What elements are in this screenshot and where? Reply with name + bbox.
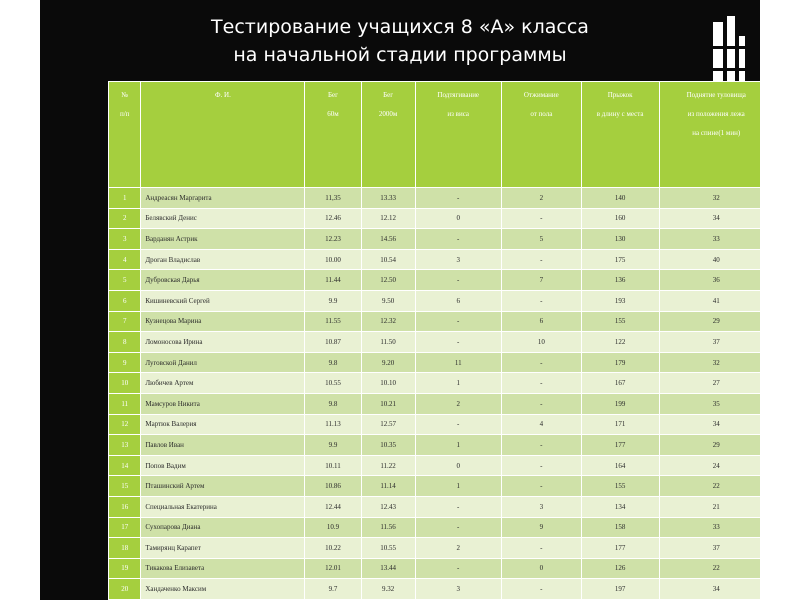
cell-situp: 24 (659, 455, 760, 476)
cell-pullup: 2 (415, 538, 501, 559)
cell-number: 14 (109, 455, 141, 476)
slide-title-line2: на начальной стадии программы (233, 44, 567, 66)
cell-jump: 193 (581, 290, 659, 311)
cell-run-60m: 10.22 (305, 538, 361, 559)
cell-run-2000m: 11.56 (361, 517, 415, 538)
cell-pullup: - (415, 517, 501, 538)
cell-pushup: 2 (501, 188, 581, 209)
cell-pullup: - (415, 558, 501, 579)
cell-run-60m: 9.8 (305, 352, 361, 373)
table-row (109, 455, 761, 476)
table-row (109, 270, 761, 291)
cell-number: 18 (109, 538, 141, 559)
table-row (109, 373, 761, 394)
cell-jump: 179 (581, 352, 659, 373)
cell-run-60m: 10.87 (305, 332, 361, 353)
cell-situp: 27 (659, 373, 760, 394)
cell-run-60m: 12.23 (305, 229, 361, 250)
cell-situp: 36 (659, 270, 760, 291)
header-number: № п/п (109, 82, 141, 188)
cell-pushup: 10 (501, 332, 581, 353)
table-row (109, 435, 761, 456)
table-row (109, 249, 761, 270)
cell-run-2000m: 9.32 (361, 579, 415, 600)
cell-number: 12 (109, 414, 141, 435)
cell-run-2000m: 10.55 (361, 538, 415, 559)
table-row (109, 414, 761, 435)
cell-pushup: - (501, 208, 581, 229)
cell-run-2000m: 9.50 (361, 290, 415, 311)
cell-run-60m: 10.55 (305, 373, 361, 394)
cell-run-60m: 11,35 (305, 188, 361, 209)
cell-pullup: 0 (415, 208, 501, 229)
cell-name: Ломоносова Ирина (141, 332, 305, 353)
cell-name: Дроган Владислав (141, 249, 305, 270)
cell-pushup: - (501, 249, 581, 270)
cell-pushup: - (501, 373, 581, 394)
cell-jump: 177 (581, 435, 659, 456)
slide-title-line1: Тестирование учащихся 8 «А» класса (211, 16, 589, 38)
table-row (109, 208, 761, 229)
cell-name: Кишиневский Сергей (141, 290, 305, 311)
cell-run-2000m: 10.10 (361, 373, 415, 394)
cell-run-2000m: 14.56 (361, 229, 415, 250)
cell-jump: 177 (581, 538, 659, 559)
cell-jump: 158 (581, 517, 659, 538)
table-row (109, 496, 761, 517)
cell-name: Тикакова Елизавета (141, 558, 305, 579)
cell-run-60m: 12.46 (305, 208, 361, 229)
cell-pushup: - (501, 579, 581, 600)
cell-number: 20 (109, 579, 141, 600)
cell-number: 3 (109, 229, 141, 250)
cell-pushup: - (501, 455, 581, 476)
cell-run-2000m: 12.57 (361, 414, 415, 435)
cell-number: 8 (109, 332, 141, 353)
cell-jump: 126 (581, 558, 659, 579)
cell-run-60m: 11.55 (305, 311, 361, 332)
cell-pushup: 6 (501, 311, 581, 332)
cell-number: 11 (109, 393, 141, 414)
cell-number: 1 (109, 188, 141, 209)
cell-name: Любичев Артем (141, 373, 305, 394)
cell-run-60m: 10.9 (305, 517, 361, 538)
table-header-row (109, 82, 761, 188)
cell-number: 17 (109, 517, 141, 538)
cell-run-60m: 10.11 (305, 455, 361, 476)
table-row (109, 517, 761, 538)
cell-jump: 175 (581, 249, 659, 270)
cell-jump: 160 (581, 208, 659, 229)
cell-number: 19 (109, 558, 141, 579)
cell-pushup: 5 (501, 229, 581, 250)
cell-run-60m: 12.01 (305, 558, 361, 579)
cell-run-2000m: 10.54 (361, 249, 415, 270)
cell-jump: 167 (581, 373, 659, 394)
cell-pullup: - (415, 496, 501, 517)
cell-situp: 37 (659, 538, 760, 559)
cell-situp: 29 (659, 311, 760, 332)
cell-run-60m: 9.7 (305, 579, 361, 600)
cell-run-60m: 11.44 (305, 270, 361, 291)
table-row (109, 352, 761, 373)
cell-jump: 122 (581, 332, 659, 353)
cell-pullup: 6 (415, 290, 501, 311)
header-jump: Прыжок в длину с места (581, 82, 659, 188)
cell-run-2000m: 12.32 (361, 311, 415, 332)
cell-jump: 140 (581, 188, 659, 209)
cell-pullup: - (415, 229, 501, 250)
table-row (109, 290, 761, 311)
cell-situp: 41 (659, 290, 760, 311)
cell-name: Сухопарова Диана (141, 517, 305, 538)
cell-run-2000m: 13.44 (361, 558, 415, 579)
cell-run-2000m: 11.50 (361, 332, 415, 353)
cell-pushup: - (501, 476, 581, 497)
cell-situp: 33 (659, 517, 760, 538)
header-run-60m: Бег 60м (305, 82, 361, 188)
cell-jump: 171 (581, 414, 659, 435)
cell-pullup: - (415, 332, 501, 353)
cell-number: 5 (109, 270, 141, 291)
cell-pullup: - (415, 188, 501, 209)
cell-number: 2 (109, 208, 141, 229)
cell-pullup: 0 (415, 455, 501, 476)
cell-pullup: 1 (415, 476, 501, 497)
cell-number: 7 (109, 311, 141, 332)
cell-situp: 29 (659, 435, 760, 456)
cell-situp: 22 (659, 558, 760, 579)
cell-name: Павлов Иван (141, 435, 305, 456)
cell-run-2000m: 10.35 (361, 435, 415, 456)
cell-jump: 164 (581, 455, 659, 476)
cell-jump: 197 (581, 579, 659, 600)
cell-situp: 32 (659, 352, 760, 373)
cell-jump: 134 (581, 496, 659, 517)
cell-pushup: 4 (501, 414, 581, 435)
cell-name: Специальная Екатерина (141, 496, 305, 517)
header-situp: Поднятие туловища из положения лежа на спине(1 мин) (659, 82, 760, 188)
cell-pushup: - (501, 435, 581, 456)
cell-pushup: - (501, 290, 581, 311)
cell-pullup: 1 (415, 373, 501, 394)
cell-pullup: 2 (415, 393, 501, 414)
cell-name: Мартюк Валерия (141, 414, 305, 435)
cell-jump: 199 (581, 393, 659, 414)
cell-pullup: 11 (415, 352, 501, 373)
cell-run-2000m: 9.20 (361, 352, 415, 373)
cell-name: Варданян Астрик (141, 229, 305, 250)
cell-pullup: 1 (415, 435, 501, 456)
header-run-2000m: Бег 2000м (361, 82, 415, 188)
cell-pushup: 7 (501, 270, 581, 291)
cell-number: 10 (109, 373, 141, 394)
cell-pullup: 3 (415, 249, 501, 270)
cell-pullup: - (415, 270, 501, 291)
cell-run-2000m: 11.14 (361, 476, 415, 497)
table-row (109, 538, 761, 559)
cell-name: Дубровская Дарья (141, 270, 305, 291)
cell-number: 6 (109, 290, 141, 311)
cell-situp: 37 (659, 332, 760, 353)
cell-name: Тамирянц Карапет (141, 538, 305, 559)
table-row (109, 579, 761, 600)
cell-run-2000m: 12.50 (361, 270, 415, 291)
cell-run-2000m: 10.21 (361, 393, 415, 414)
table-row (109, 229, 761, 250)
cell-run-2000m: 12.43 (361, 496, 415, 517)
cell-name: Попов Вадим (141, 455, 305, 476)
cell-pushup: - (501, 352, 581, 373)
cell-run-60m: 12.44 (305, 496, 361, 517)
cell-number: 16 (109, 496, 141, 517)
cell-situp: 34 (659, 208, 760, 229)
cell-situp: 35 (659, 393, 760, 414)
table-row (109, 332, 761, 353)
cell-jump: 130 (581, 229, 659, 250)
cell-number: 9 (109, 352, 141, 373)
table-row (109, 188, 761, 209)
results-table (108, 81, 760, 600)
header-name: Ф. И. (141, 82, 305, 188)
slide (40, 0, 760, 600)
cell-run-2000m: 11.22 (361, 455, 415, 476)
cell-jump: 155 (581, 311, 659, 332)
cell-pushup: 9 (501, 517, 581, 538)
cell-situp: 40 (659, 249, 760, 270)
cell-situp: 22 (659, 476, 760, 497)
cell-name: Белявский Денис (141, 208, 305, 229)
table-row (109, 476, 761, 497)
cell-name: Андреасян Маргарита (141, 188, 305, 209)
cell-situp: 32 (659, 188, 760, 209)
header-pushup: Отжимание от пола (501, 82, 581, 188)
cell-pullup: - (415, 311, 501, 332)
cell-situp: 34 (659, 414, 760, 435)
cell-situp: 33 (659, 229, 760, 250)
cell-jump: 136 (581, 270, 659, 291)
cell-run-60m: 10.86 (305, 476, 361, 497)
cell-run-2000m: 13.33 (361, 188, 415, 209)
cell-jump: 155 (581, 476, 659, 497)
cell-pushup: 3 (501, 496, 581, 517)
cell-run-60m: 11.13 (305, 414, 361, 435)
table-row (109, 558, 761, 579)
table-row (109, 311, 761, 332)
cell-pullup: - (415, 414, 501, 435)
table-row (109, 393, 761, 414)
cell-name: Хандаченко Максим (141, 579, 305, 600)
cell-number: 13 (109, 435, 141, 456)
cell-pushup: 0 (501, 558, 581, 579)
cell-pushup: - (501, 393, 581, 414)
cell-run-60m: 9.8 (305, 393, 361, 414)
cell-name: Кузнецова Марина (141, 311, 305, 332)
cell-pullup: 3 (415, 579, 501, 600)
cell-name: Луговской Данил (141, 352, 305, 373)
cell-run-2000m: 12.12 (361, 208, 415, 229)
cell-run-60m: 10.00 (305, 249, 361, 270)
cell-run-60m: 9.9 (305, 435, 361, 456)
cell-name: Пташинский Артем (141, 476, 305, 497)
cell-number: 4 (109, 249, 141, 270)
header-pullup: Подтягивание из виса (415, 82, 501, 188)
cell-pushup: - (501, 538, 581, 559)
cell-run-60m: 9.9 (305, 290, 361, 311)
cell-name: Мамсуров Никита (141, 393, 305, 414)
cell-situp: 34 (659, 579, 760, 600)
cell-situp: 21 (659, 496, 760, 517)
cell-number: 15 (109, 476, 141, 497)
